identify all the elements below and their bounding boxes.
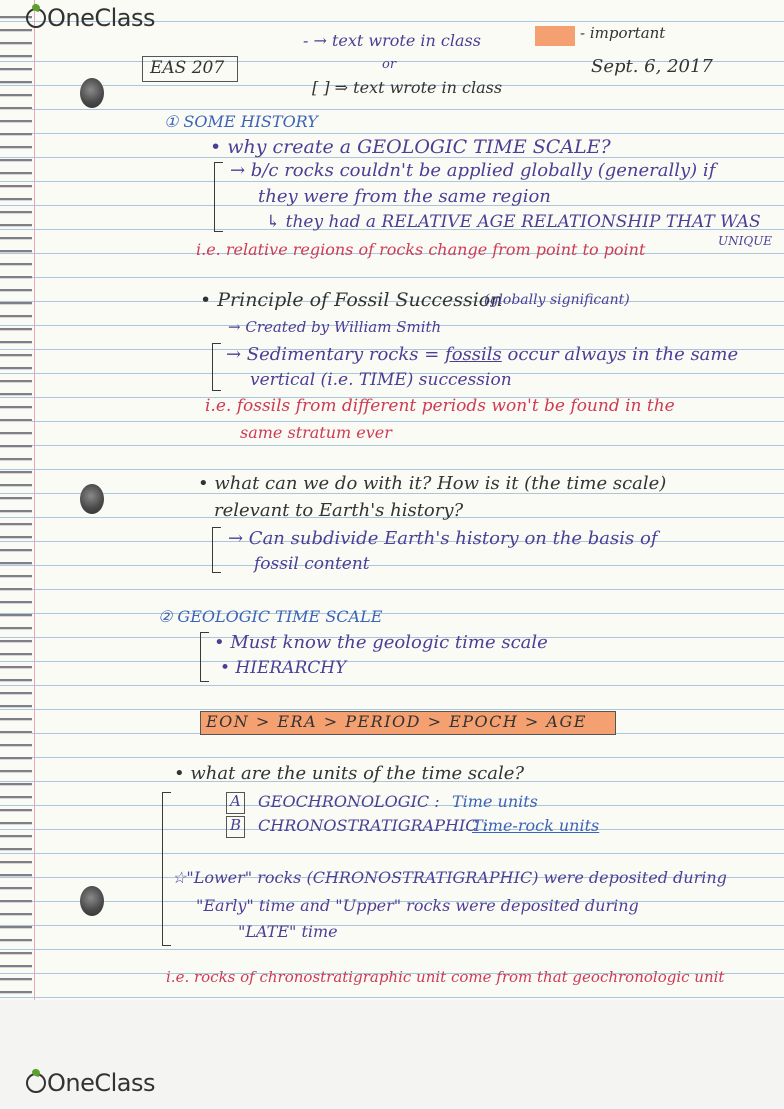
legend-or: or bbox=[382, 57, 397, 72]
star-note-2: "Early" time and "Upper" rocks were deposited during bbox=[196, 896, 639, 915]
oneclass-logo-top bbox=[26, 4, 155, 32]
margin-line bbox=[34, 0, 35, 1000]
hierarchy-text: EON > ERA > PERIOD > EPOCH > AGE bbox=[206, 712, 587, 731]
punch-hole-top bbox=[80, 78, 104, 108]
fossil-answer-1-underlined: fossils bbox=[445, 344, 502, 365]
unit-b-value: Time-rock units bbox=[472, 816, 600, 835]
fossil-ie-1: i.e. fossils from different periods won't be found in the bbox=[205, 396, 675, 416]
unit-b-text: CHRONOSTRATIGRAPHIC : bbox=[258, 816, 488, 835]
fossil-answer-2: vertical (i.e. TIME) succession bbox=[250, 370, 512, 390]
punch-hole-bottom bbox=[80, 886, 104, 916]
unit-a-label: A bbox=[230, 792, 241, 810]
legend-highlight-swatch bbox=[535, 26, 575, 46]
s1-answer-1: → b/c rocks couldn't be applied globally (generally) if bbox=[230, 160, 716, 181]
s1-bracket bbox=[214, 162, 223, 232]
unit-a-value: Time units bbox=[452, 792, 538, 811]
oneclass-logo-icon bbox=[26, 1073, 46, 1093]
legend-important: - important bbox=[580, 24, 666, 42]
s1-answer-3: ↳ they had a RELATIVE AGE RELATIONSHIP THAT WAS bbox=[266, 212, 761, 232]
logo-text-top: OneClass bbox=[47, 4, 156, 32]
fossil-answer-1-post: occur always in the same bbox=[501, 344, 739, 365]
fossil-note: (globally significant) bbox=[484, 292, 630, 308]
s2-bullet-1: • Must know the geologic time scale bbox=[214, 632, 548, 653]
oneclass-logo-icon bbox=[26, 8, 46, 28]
fossil-answer-1-pre: → Sedimentary rocks = bbox=[226, 344, 446, 365]
logo-text-bottom: OneClass bbox=[47, 1069, 156, 1097]
fossil-bracket bbox=[212, 343, 221, 391]
what-question-2: relevant to Earth's history? bbox=[214, 500, 464, 521]
legend-bracket: [ ] ⇒ text wrote in class bbox=[312, 78, 503, 97]
fossil-answer-1 bbox=[226, 346, 738, 364]
s1-question: • why create a GEOLOGIC TIME SCALE? bbox=[210, 136, 611, 158]
section-1-title: ① SOME HISTORY bbox=[164, 112, 318, 131]
section-2-title: ② GEOLOGIC TIME SCALE bbox=[158, 607, 383, 626]
punch-hole-middle bbox=[80, 484, 104, 514]
fossil-ie-2: same stratum ever bbox=[240, 423, 392, 442]
spiral-binding bbox=[0, 10, 32, 995]
s1-ie: i.e. relative regions of rocks change from point to point bbox=[196, 240, 646, 259]
what-answer-1: → Can subdivide Earth's history on the basis of bbox=[228, 528, 658, 549]
oneclass-logo-bottom bbox=[26, 1069, 155, 1097]
units-bracket bbox=[162, 792, 171, 946]
fossil-created: → Created by William Smith bbox=[228, 318, 442, 336]
note-date: Sept. 6, 2017 bbox=[591, 56, 713, 77]
s1-answer-2: they were from the same region bbox=[258, 186, 551, 207]
what-bracket bbox=[212, 527, 221, 573]
legend-dash: - → text wrote in class bbox=[303, 31, 481, 50]
unit-b-label: B bbox=[230, 816, 242, 834]
star-note-1: ☆"Lower" rocks (CHRONOSTRATIGRAPHIC) were deposited during bbox=[172, 868, 727, 887]
s1-answer-4: UNIQUE bbox=[718, 234, 773, 248]
final-ie: i.e. rocks of chronostratigraphic unit come from that geochronologic unit bbox=[166, 968, 725, 986]
s2-bracket bbox=[200, 632, 209, 682]
fossil-title: • Principle of Fossil Succession bbox=[200, 289, 503, 311]
s2-bullet-2: • HIERARCHY bbox=[220, 658, 347, 678]
star-note-3: "LATE" time bbox=[238, 922, 338, 941]
units-question: • what are the units of the time scale? bbox=[174, 763, 525, 784]
what-answer-2: fossil content bbox=[254, 554, 370, 574]
what-question-1: • what can we do with it? How is it (the time scale) bbox=[198, 473, 667, 494]
unit-a-text: GEOCHRONOLOGIC : bbox=[258, 792, 440, 811]
course-code: EAS 207 bbox=[150, 58, 225, 78]
